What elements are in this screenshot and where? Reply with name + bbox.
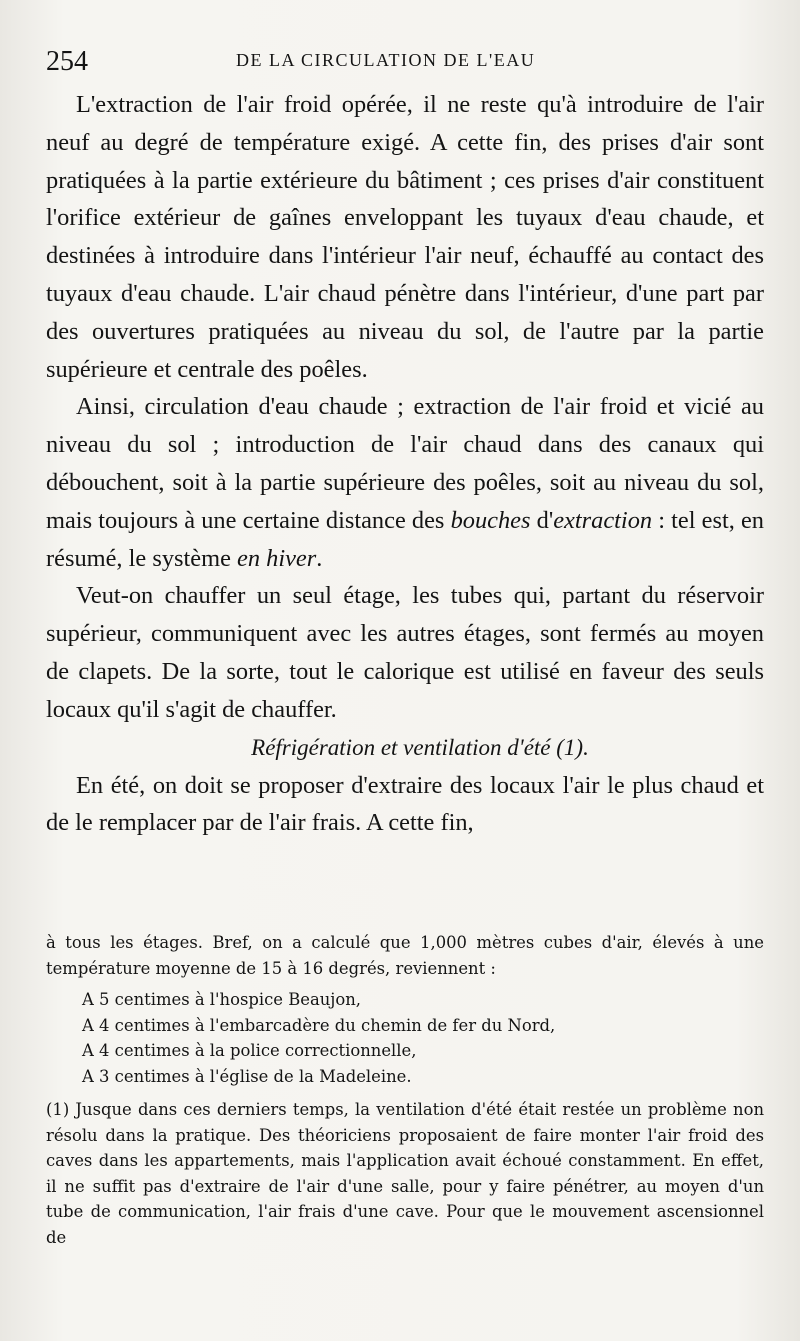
- small-print-section: [46, 930, 764, 1250]
- cost-item: A 4 centimes à la police correctionnelle,: [82, 1041, 417, 1060]
- page-number: 254: [46, 46, 88, 77]
- cost-item: A 5 centimes à l'hospice Beaujon,: [82, 990, 361, 1009]
- italic-extraction: extraction: [553, 506, 653, 534]
- text-span: : tel est, en résumé, le système: [46, 506, 764, 572]
- footnote: (1) Jusque dans ces derniers temps, la ventilation d'été était restée un problème non résolu dans la pratique. Des théoriciens proposaient de faire monter l'air froid des caves dans les appartements, mais l'application avait échoué constamment. En effet, il ne suffit pas d'extraire de l'air d'une salle, pour y faire pénétrer, au moyen d'un tube de communication, l'air frais d'une cave. Pour que le mouvement ascensionnel de: [46, 1100, 764, 1247]
- cost-item: A 3 centimes à l'église de la Madeleine.: [82, 1066, 412, 1086]
- cost-intro: à tous les étages. Bref, on a calculé que 1,000 mètres cubes d'air, élevés à une température moyenne de 15 à 16 degrés, reviennent :: [46, 933, 764, 978]
- text-span: d': [530, 506, 554, 534]
- cost-item: A 4 centimes à l'embarcadère du chemin de fer du Nord,: [82, 1015, 556, 1035]
- paragraph-summer: En été, on doit se proposer d'extraire des locaux l'air le plus chaud et de le remplacer par de l'air frais. A cette fin,: [46, 771, 764, 837]
- cost-list: [82, 987, 764, 1089]
- paragraph-extraction: L'extraction de l'air froid opérée, il ne reste qu'à introduire de l'air neuf au degré de température exigé. A cette fin, des prises d'air sont pratiquées à la partie extérieure du bâtiment ; ces prises d'air constituent l'orifice extérieur de gaînes enveloppant les tuyaux d'eau chaude, et destinées à introduire dans l'intérieur l'air neuf, échauffé au contact des tuyaux d'eau chaude. L'air chaud pénètre dans l'intérieur, d'une part par des ouvertures pratiquées au niveau du sol, de l'autre par la partie supérieure et centrale des poêles.: [46, 91, 764, 383]
- italic-bouches: bouches: [450, 506, 531, 534]
- text-span: Ainsi, circulation d'eau chaude ; extraction de l'air froid et vicié au niveau du sol ; introduction de l'air chaud dans des canaux qui débouchent, soit à la partie supérieure des poêles, soit au niveau du sol, mais toujours à une certaine distance des: [46, 393, 764, 534]
- page-header: [46, 46, 766, 80]
- section-subheading: Réfrigération et ventilation d'été (1).: [251, 734, 589, 760]
- text-span: .: [316, 544, 323, 572]
- main-text: [46, 86, 764, 842]
- italic-en-hiver: en hiver: [237, 544, 317, 572]
- running-title: DE LA CIRCULATION DE L'EAU: [236, 50, 536, 70]
- paragraph-summary: [46, 388, 764, 577]
- paragraph-single-floor: Veut-on chauffer un seul étage, les tubes qui, partant du réservoir supérieur, communiquent avec les autres étages, sont fermés au moyen de clapets. De la sorte, tout le calorique est utilisé en faveur des seuls locaux qu'il s'agit de chauffer.: [46, 582, 764, 723]
